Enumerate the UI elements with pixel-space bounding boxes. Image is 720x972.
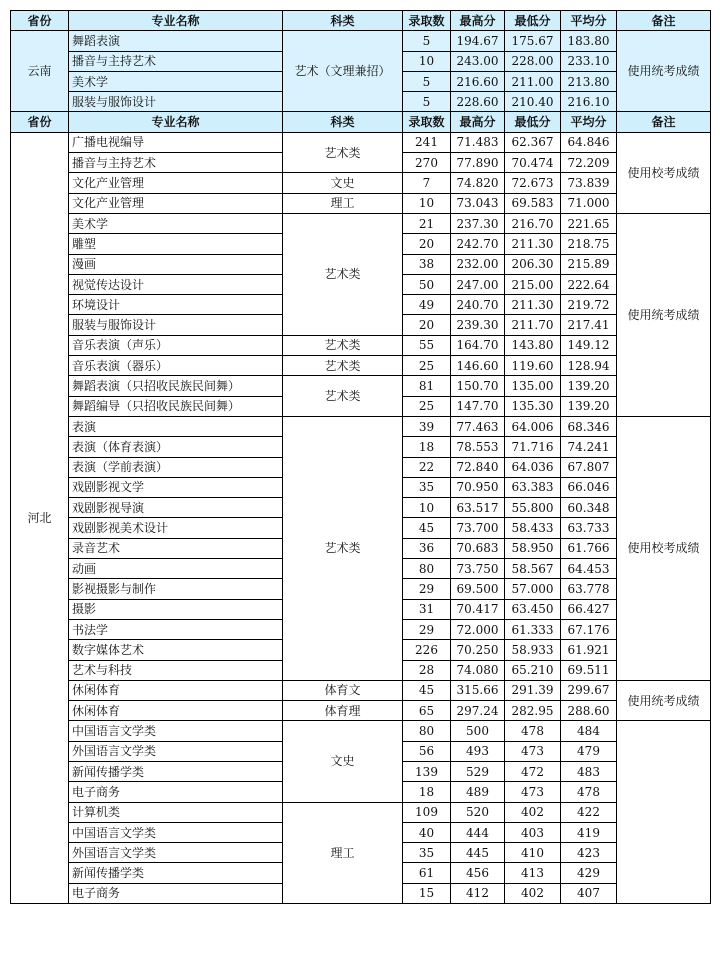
avg-score-cell: 149.12: [561, 335, 617, 355]
min-score-cell: 410: [505, 843, 561, 863]
avg-score-cell: 71.000: [561, 193, 617, 213]
max-score-cell: 72.000: [451, 619, 505, 639]
max-score-cell: 456: [451, 863, 505, 883]
enrolled-cell: 80: [403, 721, 451, 741]
category-cell: 文史: [283, 173, 403, 193]
column-header-major: 专业名称: [69, 112, 283, 132]
major-cell: 广播电视编导: [69, 132, 283, 152]
enrolled-cell: 29: [403, 619, 451, 639]
min-score-cell: 210.40: [505, 92, 561, 112]
min-score-cell: 58.950: [505, 538, 561, 558]
table-row: [11, 721, 711, 741]
major-cell: 环境设计: [69, 295, 283, 315]
table-row: [11, 701, 711, 721]
major-cell: 动画: [69, 559, 283, 579]
major-cell: 视觉传达设计: [69, 274, 283, 294]
column-header-province: 省份: [11, 112, 69, 132]
table-row: [11, 31, 711, 51]
max-score-cell: 72.840: [451, 457, 505, 477]
max-score-cell: 520: [451, 802, 505, 822]
max-score-cell: 240.70: [451, 295, 505, 315]
enrolled-cell: 50: [403, 274, 451, 294]
max-score-cell: 228.60: [451, 92, 505, 112]
enrolled-cell: 109: [403, 802, 451, 822]
enrolled-cell: 45: [403, 680, 451, 700]
note-cell: 使用统考成绩: [617, 31, 711, 112]
enrolled-cell: 5: [403, 31, 451, 51]
max-score-cell: 529: [451, 761, 505, 781]
province-cell: 河北: [11, 132, 69, 903]
major-cell: 音乐表演（声乐）: [69, 335, 283, 355]
min-score-cell: 69.583: [505, 193, 561, 213]
major-cell: 戏剧影视文学: [69, 477, 283, 497]
min-score-cell: 175.67: [505, 31, 561, 51]
max-score-cell: 74.820: [451, 173, 505, 193]
avg-score-cell: 64.453: [561, 559, 617, 579]
note-cell: 使用统考成绩: [617, 213, 711, 416]
min-score-cell: 63.450: [505, 599, 561, 619]
table-row: [11, 132, 711, 152]
max-score-cell: 247.00: [451, 274, 505, 294]
major-cell: 美术学: [69, 213, 283, 233]
major-cell: 表演: [69, 416, 283, 436]
admission-scores-table: [10, 10, 711, 904]
avg-score-cell: 429: [561, 863, 617, 883]
major-cell: 表演（学前表演）: [69, 457, 283, 477]
major-cell: 录音艺术: [69, 538, 283, 558]
avg-score-cell: 66.046: [561, 477, 617, 497]
avg-score-cell: 233.10: [561, 51, 617, 71]
max-score-cell: 164.70: [451, 335, 505, 355]
major-cell: 数字媒体艺术: [69, 640, 283, 660]
category-cell: 理工: [283, 802, 403, 903]
max-score-cell: 444: [451, 822, 505, 842]
column-header-avg: 平均分: [561, 112, 617, 132]
max-score-cell: 77.463: [451, 416, 505, 436]
enrolled-cell: 10: [403, 193, 451, 213]
note-cell: [617, 721, 711, 904]
min-score-cell: 58.933: [505, 640, 561, 660]
min-score-cell: 291.39: [505, 680, 561, 700]
major-cell: 服装与服饰设计: [69, 92, 283, 112]
enrolled-cell: 49: [403, 295, 451, 315]
min-score-cell: 143.80: [505, 335, 561, 355]
enrolled-cell: 22: [403, 457, 451, 477]
category-cell: 艺术类: [283, 213, 403, 335]
category-cell: 文史: [283, 721, 403, 802]
min-score-cell: 403: [505, 822, 561, 842]
max-score-cell: 493: [451, 741, 505, 761]
enrolled-cell: 5: [403, 71, 451, 91]
major-cell: 外国语言文学类: [69, 843, 283, 863]
note-cell: 使用统考成绩: [617, 680, 711, 721]
max-score-cell: 70.950: [451, 477, 505, 497]
major-cell: 播音与主持艺术: [69, 153, 283, 173]
major-cell: 舞蹈表演（只招收民族民间舞）: [69, 376, 283, 396]
major-cell: 计算机类: [69, 802, 283, 822]
max-score-cell: 412: [451, 883, 505, 903]
min-score-cell: 216.70: [505, 213, 561, 233]
major-cell: 舞蹈表演: [69, 31, 283, 51]
major-cell: 艺术与科技: [69, 660, 283, 680]
province-cell: 云南: [11, 31, 69, 112]
max-score-cell: 78.553: [451, 437, 505, 457]
column-header-province: 省份: [11, 11, 69, 31]
enrolled-cell: 20: [403, 315, 451, 335]
enrolled-cell: 241: [403, 132, 451, 152]
avg-score-cell: 67.807: [561, 457, 617, 477]
enrolled-cell: 139: [403, 761, 451, 781]
category-cell: 理工: [283, 193, 403, 213]
enrolled-cell: 18: [403, 782, 451, 802]
category-cell: 体育理: [283, 701, 403, 721]
major-cell: 戏剧影视导演: [69, 498, 283, 518]
enrolled-cell: 25: [403, 356, 451, 376]
table-row: [11, 335, 711, 355]
table-row: [11, 173, 711, 193]
avg-score-cell: 60.348: [561, 498, 617, 518]
min-score-cell: 478: [505, 721, 561, 741]
avg-score-cell: 216.10: [561, 92, 617, 112]
avg-score-cell: 139.20: [561, 376, 617, 396]
avg-score-cell: 67.176: [561, 619, 617, 639]
enrolled-cell: 35: [403, 843, 451, 863]
column-header-category: 科类: [283, 11, 403, 31]
min-score-cell: 119.60: [505, 356, 561, 376]
column-header-major: 专业名称: [69, 11, 283, 31]
enrolled-cell: 38: [403, 254, 451, 274]
avg-score-cell: 128.94: [561, 356, 617, 376]
table-row: [11, 680, 711, 700]
min-score-cell: 211.30: [505, 234, 561, 254]
column-header-avg: 平均分: [561, 11, 617, 31]
category-cell: 艺术类: [283, 376, 403, 417]
major-cell: 中国语言文学类: [69, 721, 283, 741]
enrolled-cell: 21: [403, 213, 451, 233]
max-score-cell: 150.70: [451, 376, 505, 396]
enrolled-cell: 226: [403, 640, 451, 660]
enrolled-cell: 31: [403, 599, 451, 619]
enrolled-cell: 80: [403, 559, 451, 579]
min-score-cell: 61.333: [505, 619, 561, 639]
avg-score-cell: 218.75: [561, 234, 617, 254]
column-header-enrolled: 录取数: [403, 11, 451, 31]
min-score-cell: 473: [505, 782, 561, 802]
column-header-min: 最低分: [505, 112, 561, 132]
major-cell: 舞蹈编导（只招收民族民间舞）: [69, 396, 283, 416]
min-score-cell: 64.006: [505, 416, 561, 436]
enrolled-cell: 20: [403, 234, 451, 254]
avg-score-cell: 299.67: [561, 680, 617, 700]
max-score-cell: 69.500: [451, 579, 505, 599]
min-score-cell: 472: [505, 761, 561, 781]
avg-score-cell: 478: [561, 782, 617, 802]
enrolled-cell: 25: [403, 396, 451, 416]
min-score-cell: 211.70: [505, 315, 561, 335]
min-score-cell: 135.00: [505, 376, 561, 396]
enrolled-cell: 55: [403, 335, 451, 355]
max-score-cell: 146.60: [451, 356, 505, 376]
max-score-cell: 315.66: [451, 680, 505, 700]
avg-score-cell: 215.89: [561, 254, 617, 274]
avg-score-cell: 479: [561, 741, 617, 761]
max-score-cell: 239.30: [451, 315, 505, 335]
min-score-cell: 228.00: [505, 51, 561, 71]
avg-score-cell: 221.65: [561, 213, 617, 233]
category-cell: 艺术类: [283, 416, 403, 680]
max-score-cell: 445: [451, 843, 505, 863]
max-score-cell: 500: [451, 721, 505, 741]
max-score-cell: 73.043: [451, 193, 505, 213]
max-score-cell: 70.683: [451, 538, 505, 558]
min-score-cell: 64.036: [505, 457, 561, 477]
major-cell: 文化产业管理: [69, 193, 283, 213]
major-cell: 表演（体育表演）: [69, 437, 283, 457]
enrolled-cell: 28: [403, 660, 451, 680]
avg-score-cell: 422: [561, 802, 617, 822]
avg-score-cell: 217.41: [561, 315, 617, 335]
max-score-cell: 237.30: [451, 213, 505, 233]
enrolled-cell: 7: [403, 173, 451, 193]
header-row: [11, 11, 711, 31]
min-score-cell: 402: [505, 802, 561, 822]
avg-score-cell: 66.427: [561, 599, 617, 619]
major-cell: 中国语言文学类: [69, 822, 283, 842]
avg-score-cell: 73.839: [561, 173, 617, 193]
enrolled-cell: 10: [403, 51, 451, 71]
enrolled-cell: 18: [403, 437, 451, 457]
major-cell: 电子商务: [69, 782, 283, 802]
table-row: [11, 193, 711, 213]
min-score-cell: 58.433: [505, 518, 561, 538]
column-header-note: 备注: [617, 11, 711, 31]
max-score-cell: 216.60: [451, 71, 505, 91]
major-cell: 电子商务: [69, 883, 283, 903]
avg-score-cell: 64.846: [561, 132, 617, 152]
min-score-cell: 282.95: [505, 701, 561, 721]
major-cell: 服装与服饰设计: [69, 315, 283, 335]
enrolled-cell: 39: [403, 416, 451, 436]
table-row: [11, 213, 711, 233]
min-score-cell: 57.000: [505, 579, 561, 599]
table-row: [11, 416, 711, 436]
major-cell: 休闲体育: [69, 701, 283, 721]
enrolled-cell: 36: [403, 538, 451, 558]
min-score-cell: 211.30: [505, 295, 561, 315]
major-cell: 戏剧影视美术设计: [69, 518, 283, 538]
avg-score-cell: 407: [561, 883, 617, 903]
avg-score-cell: 63.778: [561, 579, 617, 599]
min-score-cell: 63.383: [505, 477, 561, 497]
avg-score-cell: 288.60: [561, 701, 617, 721]
header-row: [11, 112, 711, 132]
avg-score-cell: 483: [561, 761, 617, 781]
max-score-cell: 70.417: [451, 599, 505, 619]
major-cell: 漫画: [69, 254, 283, 274]
min-score-cell: 211.00: [505, 71, 561, 91]
column-header-max: 最高分: [451, 11, 505, 31]
min-score-cell: 70.474: [505, 153, 561, 173]
avg-score-cell: 219.72: [561, 295, 617, 315]
avg-score-cell: 61.921: [561, 640, 617, 660]
major-cell: 文化产业管理: [69, 173, 283, 193]
avg-score-cell: 419: [561, 822, 617, 842]
category-cell: 艺术类: [283, 356, 403, 376]
table-row: [11, 356, 711, 376]
category-cell: 艺术类: [283, 132, 403, 173]
category-cell: 艺术（文理兼招）: [283, 31, 403, 112]
enrolled-cell: 35: [403, 477, 451, 497]
max-score-cell: 489: [451, 782, 505, 802]
table-row: [11, 802, 711, 822]
avg-score-cell: 74.241: [561, 437, 617, 457]
category-cell: 艺术类: [283, 335, 403, 355]
enrolled-cell: 5: [403, 92, 451, 112]
enrolled-cell: 270: [403, 153, 451, 173]
max-score-cell: 70.250: [451, 640, 505, 660]
avg-score-cell: 484: [561, 721, 617, 741]
column-header-enrolled: 录取数: [403, 112, 451, 132]
note-cell: 使用校考成绩: [617, 132, 711, 213]
avg-score-cell: 213.80: [561, 71, 617, 91]
min-score-cell: 58.567: [505, 559, 561, 579]
enrolled-cell: 61: [403, 863, 451, 883]
major-cell: 新闻传播学类: [69, 863, 283, 883]
enrolled-cell: 45: [403, 518, 451, 538]
max-score-cell: 63.517: [451, 498, 505, 518]
enrolled-cell: 56: [403, 741, 451, 761]
max-score-cell: 77.890: [451, 153, 505, 173]
table-body: [11, 11, 711, 904]
avg-score-cell: 63.733: [561, 518, 617, 538]
enrolled-cell: 10: [403, 498, 451, 518]
admission-scores-document: [10, 10, 711, 904]
min-score-cell: 473: [505, 741, 561, 761]
enrolled-cell: 40: [403, 822, 451, 842]
major-cell: 外国语言文学类: [69, 741, 283, 761]
max-score-cell: 71.483: [451, 132, 505, 152]
major-cell: 摄影: [69, 599, 283, 619]
enrolled-cell: 15: [403, 883, 451, 903]
min-score-cell: 413: [505, 863, 561, 883]
max-score-cell: 73.700: [451, 518, 505, 538]
enrolled-cell: 65: [403, 701, 451, 721]
major-cell: 影视摄影与制作: [69, 579, 283, 599]
min-score-cell: 72.673: [505, 173, 561, 193]
table-row: [11, 376, 711, 396]
major-cell: 新闻传播学类: [69, 761, 283, 781]
min-score-cell: 71.716: [505, 437, 561, 457]
major-cell: 雕塑: [69, 234, 283, 254]
max-score-cell: 242.70: [451, 234, 505, 254]
avg-score-cell: 61.766: [561, 538, 617, 558]
max-score-cell: 73.750: [451, 559, 505, 579]
max-score-cell: 297.24: [451, 701, 505, 721]
min-score-cell: 65.210: [505, 660, 561, 680]
avg-score-cell: 72.209: [561, 153, 617, 173]
min-score-cell: 135.30: [505, 396, 561, 416]
avg-score-cell: 139.20: [561, 396, 617, 416]
enrolled-cell: 81: [403, 376, 451, 396]
min-score-cell: 62.367: [505, 132, 561, 152]
max-score-cell: 147.70: [451, 396, 505, 416]
min-score-cell: 206.30: [505, 254, 561, 274]
avg-score-cell: 222.64: [561, 274, 617, 294]
major-cell: 音乐表演（器乐）: [69, 356, 283, 376]
column-header-category: 科类: [283, 112, 403, 132]
avg-score-cell: 423: [561, 843, 617, 863]
max-score-cell: 243.00: [451, 51, 505, 71]
major-cell: 播音与主持艺术: [69, 51, 283, 71]
column-header-max: 最高分: [451, 112, 505, 132]
column-header-min: 最低分: [505, 11, 561, 31]
min-score-cell: 215.00: [505, 274, 561, 294]
major-cell: 美术学: [69, 71, 283, 91]
category-cell: 体育文: [283, 680, 403, 700]
major-cell: 休闲体育: [69, 680, 283, 700]
column-header-note: 备注: [617, 112, 711, 132]
avg-score-cell: 69.511: [561, 660, 617, 680]
max-score-cell: 194.67: [451, 31, 505, 51]
min-score-cell: 402: [505, 883, 561, 903]
note-cell: 使用校考成绩: [617, 416, 711, 680]
avg-score-cell: 183.80: [561, 31, 617, 51]
enrolled-cell: 29: [403, 579, 451, 599]
min-score-cell: 55.800: [505, 498, 561, 518]
max-score-cell: 74.080: [451, 660, 505, 680]
max-score-cell: 232.00: [451, 254, 505, 274]
avg-score-cell: 68.346: [561, 416, 617, 436]
major-cell: 书法学: [69, 619, 283, 639]
